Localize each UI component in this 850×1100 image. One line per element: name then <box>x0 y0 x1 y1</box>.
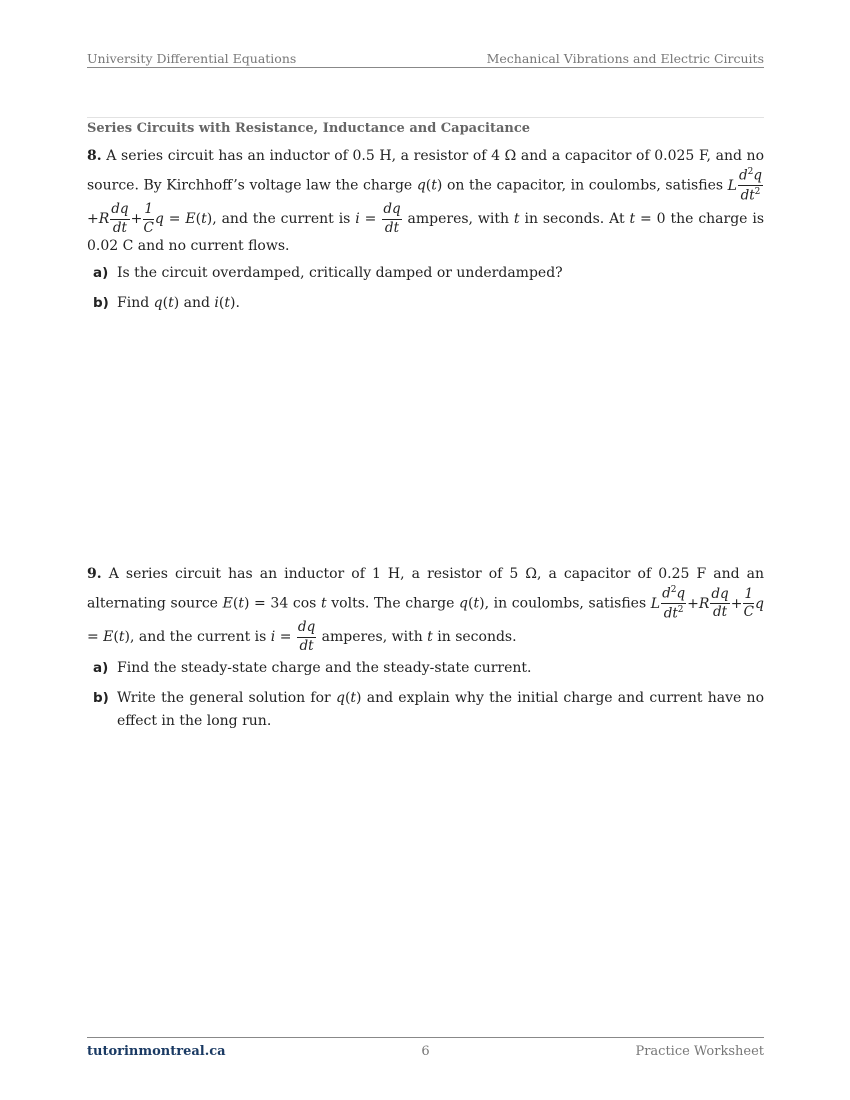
problem-9-after-current: amperes, with <box>321 629 423 645</box>
problem-number: 8. <box>87 148 102 164</box>
problem-8-intro: A series circuit has an inductor of 0.5 H, a resistor of 4 Ω and a capacitor of 0.025 F, and no source. By Kirchhoff’s voltage law the charge <box>87 148 764 194</box>
problem-9-statement: 9. A series circuit has an inductor of 1 H, a resistor of 5 Ω, a capacitor of 0.25 F and an alternating source E(t) = 34 cos t volts. The charge q(t), in coulombs, satisfies L $\frac{d^2q}{dt^2}$ +R $\frac{dq}{dt}$ + $\frac{1}{C}$ q = E(t), and the current is i = $\frac{dq}{dt}$ amperes, with t in seconds. <box>87 566 764 654</box>
ode-equation: L $\frac{d^2q}{dt^2}$ +R $\frac{dq}{dt}$ + $\frac{1}{C}$ q = E(t) <box>87 585 764 645</box>
problem-9-source-tail: volts. The charge <box>331 595 455 612</box>
section-divider <box>87 117 764 118</box>
problem-9-part-a <box>87 657 764 680</box>
current-definition: i = $\frac{dq}{dt}$ <box>270 619 316 654</box>
problem-8-current-prefix: and the current is <box>221 211 351 227</box>
problem-9-after-t: in seconds. <box>437 629 517 645</box>
ode-equation: L $\frac{d^2q}{dt^2}$ +R $\frac{dq}{dt}$ + $\frac{1}{C}$ q = E(t) <box>87 167 762 236</box>
section-title: Series Circuits with Resistance, Inductance and Capacitance <box>87 121 531 136</box>
part-text-mid: and <box>183 295 210 311</box>
part-text: Find the steady-state charge and the steady-state current. <box>117 660 532 676</box>
part-text: Is the circuit overdamped, critically damped or underdamped? <box>117 265 563 281</box>
math-q-of-t: q <box>459 595 468 612</box>
problem-8 <box>87 145 764 322</box>
problem-9-after-eq: , and the <box>129 629 193 645</box>
problem-9-intro: A series circuit has an inductor of 1 H, a resistor of 5 Ω, a capacitor of 0.25 F and an alternating source <box>87 566 764 612</box>
source-function: E(t) = 34 cos t <box>222 595 327 612</box>
current-definition: i = $\frac{dq}{dt}$ <box>355 201 401 236</box>
math-q-of-t: q <box>416 177 426 194</box>
part-label: a) <box>93 660 109 676</box>
header-course-title: University Differential Equations <box>87 51 297 66</box>
problem-number: 9. <box>87 566 102 582</box>
problem-9-after-q: , in coulombs, satisfies <box>484 595 647 612</box>
problem-8-after-t: in seconds. At <box>524 211 625 227</box>
part-text: Write the general solution for <box>117 690 331 706</box>
part-text: Find <box>117 295 150 311</box>
page-header <box>87 51 764 68</box>
problem-8-initial-conditions: the charge is 0.02 C and no current flows. <box>87 211 765 254</box>
problem-8-after-q: on the capacitor, in coulombs, satisfies <box>446 177 724 194</box>
part-label: a) <box>93 265 109 281</box>
footer-site-link[interactable]: tutorinmontreal.ca <box>87 1044 226 1059</box>
math-t-equals-zero: t = 0 <box>629 211 666 227</box>
problem-8-statement: 8. A series circuit has an inductor of 0.5 H, a resistor of 4 Ω and a capacitor of 0.025 F, and no source. By Kirchhoff’s voltage law the charge q(t) on the capacitor, in coulombs, satisfies L $\frac{d^2q}{dt^2}$ +R $\frac{dq}{dt}$ + $\frac{1}{C}$ q = E(t), and the current is i = $\frac{dq}{dt}$ amperes, with t in seconds. At t = 0 the charge is 0.02 C and no current flows. <box>87 148 765 254</box>
header-chapter-title: Mechanical Vibrations and Electric Circuits <box>486 51 764 66</box>
problem-8-part-a <box>87 262 764 285</box>
problem-8-parts <box>87 262 764 315</box>
page-number: 6 <box>421 1044 430 1059</box>
problem-9-parts <box>87 657 764 733</box>
problem-9-part-b: b) Write the general solution for q(t) and explain why the initial charge and current have no effect in the long run. <box>87 687 764 733</box>
problem-9-current-prefix: current is <box>197 629 267 645</box>
problem-8-part-b: b) Find q(t) and i(t). <box>87 292 764 315</box>
problem-8-after-current: amperes, with <box>407 211 510 227</box>
part-text-end: . <box>235 295 240 311</box>
part-label: b) <box>93 690 109 706</box>
problem-9 <box>87 563 764 740</box>
footer-doc-type: Practice Worksheet <box>635 1044 764 1059</box>
page-footer <box>87 1037 764 1062</box>
part-label: b) <box>93 295 109 311</box>
part-text-end: and explain why the initial charge and current have no effect in the long run. <box>117 690 764 729</box>
